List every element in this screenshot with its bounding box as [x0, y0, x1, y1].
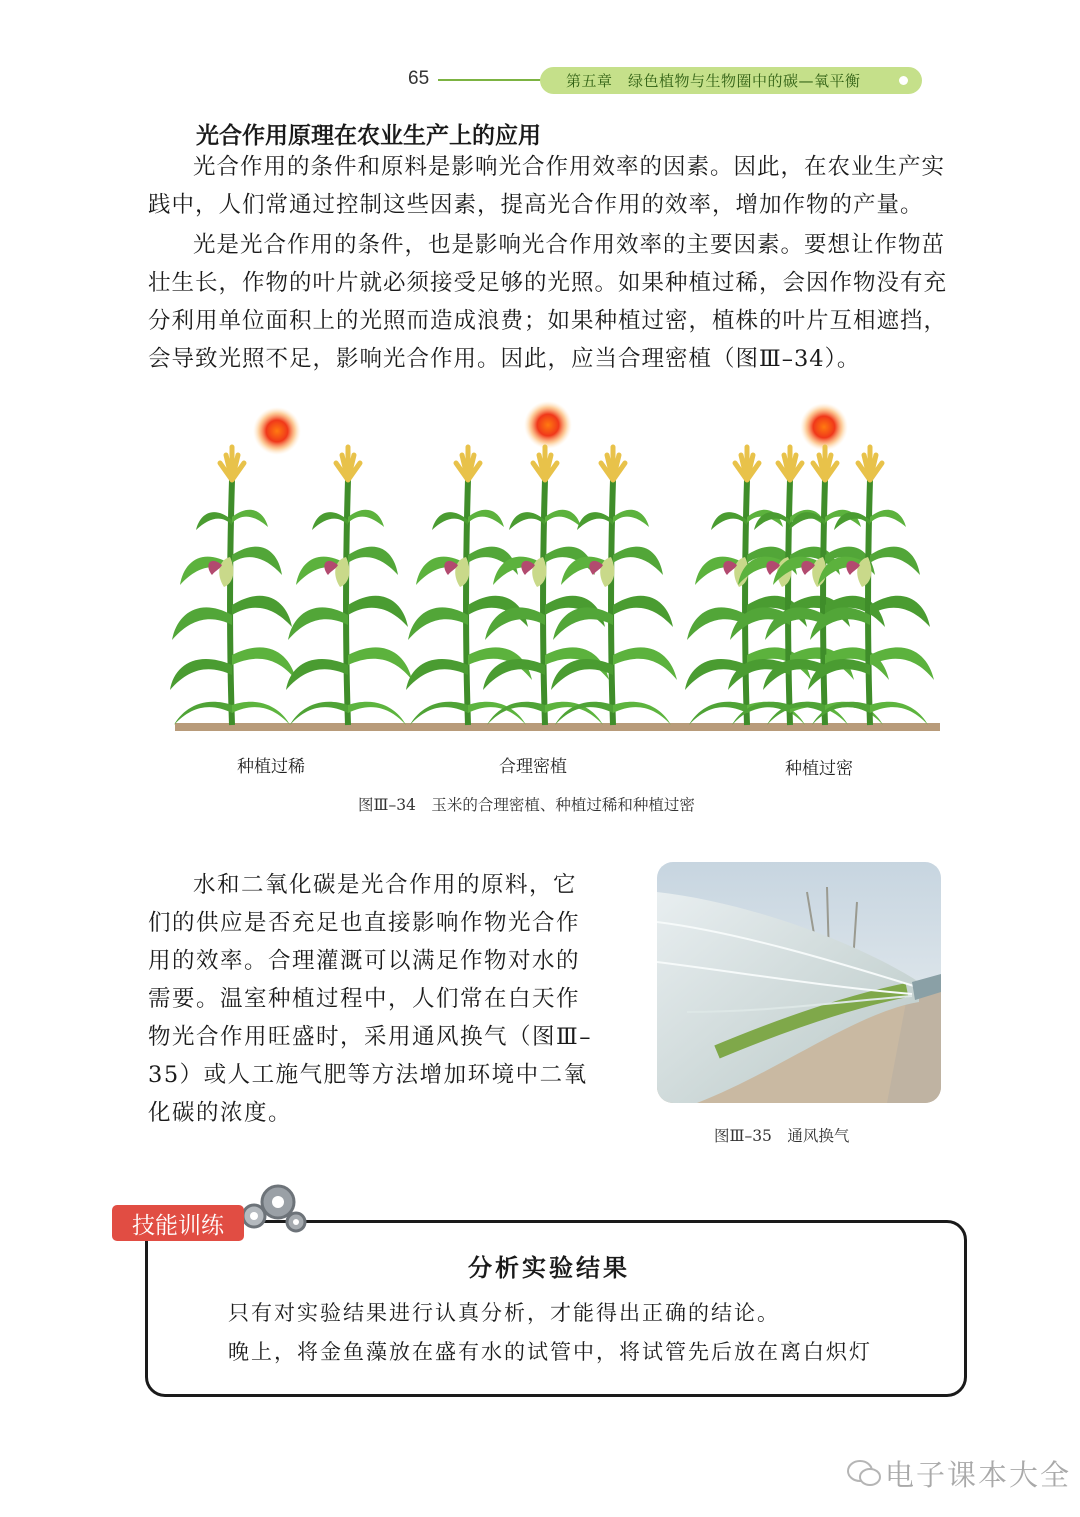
corn-plant — [286, 447, 412, 725]
sun-icon — [253, 407, 301, 455]
section-title: 光合作用原理在农业生产上的应用 — [196, 123, 541, 149]
skill-training-tag: 技能训练 — [112, 1205, 244, 1241]
chapter-dot-icon — [899, 76, 908, 85]
chapter-title: 第五章 绿色植物与生物圈中的碳—氧平衡 — [566, 72, 861, 90]
label-dense: 种植过密 — [785, 759, 853, 779]
corn-plant — [170, 447, 296, 725]
skill-line: 只有对实验结果进行认真分析，才能得出正确的结论。 — [228, 1301, 780, 1325]
paragraph-water-co2: 水和二氧化碳是光合作用的原料，它们的供应是否充足也直接影响作物光合作用的效率。合理灌溉可以满足作物对水的需要。温室种植过程中，人们常在白天作物光合作用旺盛时，采用通风换气（图Ⅲ–35）或人工施气肥等方法增加环境中二氧化碳的浓度。 — [148, 872, 592, 1126]
paragraph-conditions: 光合作用的条件和原料是影响光合作用效率的因素。因此，在农业生产实践中，人们常通过控制这些因素，提高光合作用的效率，增加作物的产量。 — [148, 154, 946, 218]
greenhouse-photo — [657, 862, 941, 1103]
header-rule — [438, 79, 548, 81]
label-reasonable: 合理密植 — [499, 757, 567, 777]
chat-icon — [846, 1458, 882, 1488]
page-number: 65 — [408, 68, 430, 89]
skill-line: 晚上，将金鱼藻放在盛有水的试管中，将试管先后放在离白炽灯 — [228, 1340, 872, 1364]
figure34-caption: 图Ⅲ–34 玉米的合理密植、种植过稀和种植过密 — [358, 796, 695, 814]
skill-title: 分析实验结果 — [468, 1254, 630, 1282]
sun-icon — [800, 403, 848, 451]
corn-plant — [483, 447, 609, 725]
paragraph-light: 光是光合作用的条件，也是影响光合作用效率的主要因素。要想让作物茁壮生长，作物的叶片就必须接受足够的光照。如果种植过稀，会因作物没有充分利用单位面积上的光照而造成浪费；如果种植过密，植株的叶片互相遮挡，会导致光照不足，影响光合作用。因此，应当合理密植（图Ⅲ–34）。 — [148, 232, 948, 372]
chapter-banner — [540, 67, 922, 94]
figure35-caption: 图Ⅲ–35 通风换气 — [714, 1127, 850, 1145]
label-sparse: 种植过稀 — [237, 757, 305, 777]
watermark-text: 电子课本大全 — [885, 1458, 1072, 1492]
corn-density-illustration — [160, 395, 970, 760]
corn-plant — [551, 447, 677, 725]
gear-icon — [234, 1172, 314, 1238]
sun-icon — [524, 401, 572, 449]
corn-plant — [406, 447, 532, 725]
